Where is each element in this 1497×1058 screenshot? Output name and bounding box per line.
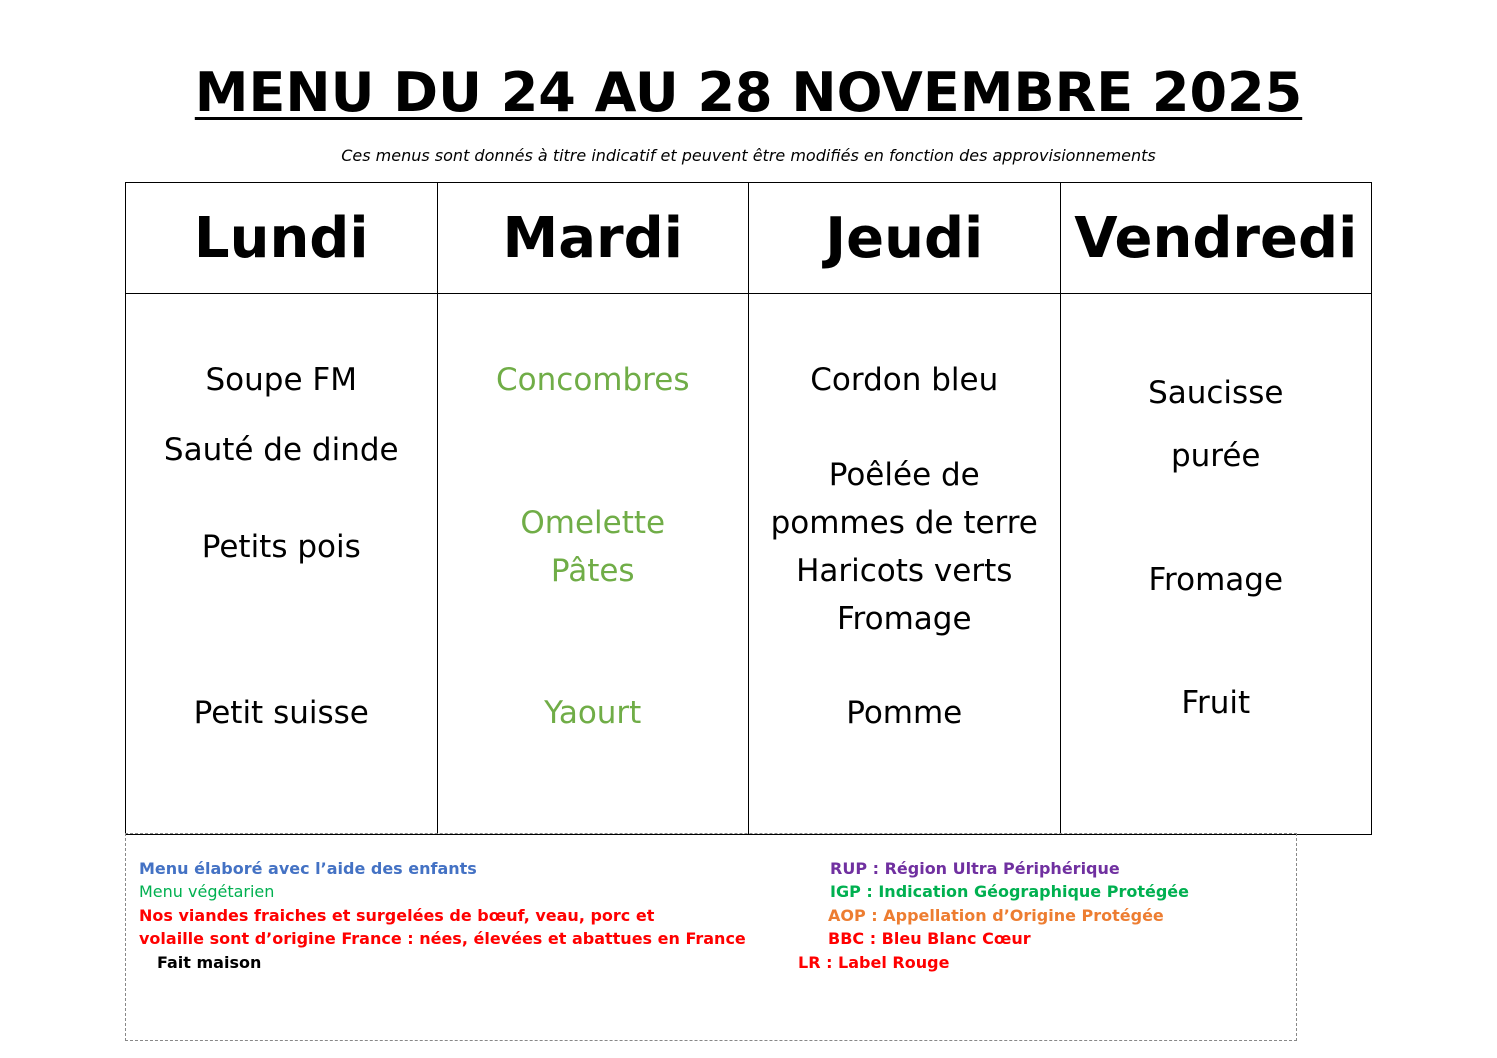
menu-item: purée (1170, 438, 1261, 474)
mardi-menu (437, 294, 749, 835)
menu-table (125, 182, 1372, 835)
lundi-menu (126, 294, 438, 835)
menu-item: Saucisse (1148, 375, 1284, 411)
menu-item: Pomme (846, 695, 963, 731)
legend-item: LR : Label Rouge (798, 953, 950, 972)
day-header-mardi: Mardi (437, 183, 749, 294)
legend-item: Menu élaboré avec l’aide des enfants (139, 859, 477, 878)
menu-item: Soupe FM (205, 362, 357, 398)
legend-item: IGP : Indication Géographique Protégée (830, 882, 1189, 901)
day-header-row (126, 183, 1372, 294)
legend-item: Nos viandes fraiches et surgelées de bœuf, veau, porc et (139, 906, 655, 925)
menu-item: Yaourt (544, 695, 642, 731)
legend-item: volaille sont d’origine France : nées, élevées et abattues en France (139, 929, 746, 948)
menu-item: pommes de terre (770, 505, 1038, 541)
menu-item: Sauté de dinde (163, 432, 399, 468)
legend-box (125, 833, 1297, 1041)
legend-item: BBC : Bleu Blanc Cœur (828, 929, 1031, 948)
menu-items-row (126, 294, 1372, 835)
vendredi-menu (1060, 294, 1372, 835)
legend-item: RUP : Région Ultra Périphérique (830, 859, 1120, 878)
menu-subtitle: Ces menus sont donnés à titre indicatif et peuvent être modifiés en fonction des approvisionnements (341, 146, 1156, 165)
menu-item: Fromage (836, 601, 972, 637)
menu-item: Fromage (1148, 562, 1284, 598)
menu-item: Concombres (496, 362, 690, 398)
menu-item: Haricots verts (796, 553, 1013, 589)
menu-item: Omelette (520, 505, 666, 541)
menu-item: Poêlée de (828, 457, 980, 493)
legend-item: AOP : Appellation d’Origine Protégée (828, 906, 1164, 925)
menu-item: Fruit (1181, 685, 1251, 721)
day-header-lundi: Lundi (126, 183, 438, 294)
menu-item: Cordon bleu (810, 362, 999, 398)
menu-item: Petits pois (201, 529, 361, 565)
menu-item: Pâtes (550, 553, 635, 589)
jeudi-menu (749, 294, 1061, 835)
menu-title: MENU DU 24 AU 28 NOVEMBRE 2025 (194, 61, 1303, 124)
day-header-jeudi: Jeudi (749, 183, 1061, 294)
menu-item: Petit suisse (193, 695, 369, 731)
legend-item: Menu végétarien (139, 882, 275, 901)
day-header-vendredi: Vendredi (1060, 183, 1372, 294)
legend-item: Fait maison (157, 953, 262, 972)
